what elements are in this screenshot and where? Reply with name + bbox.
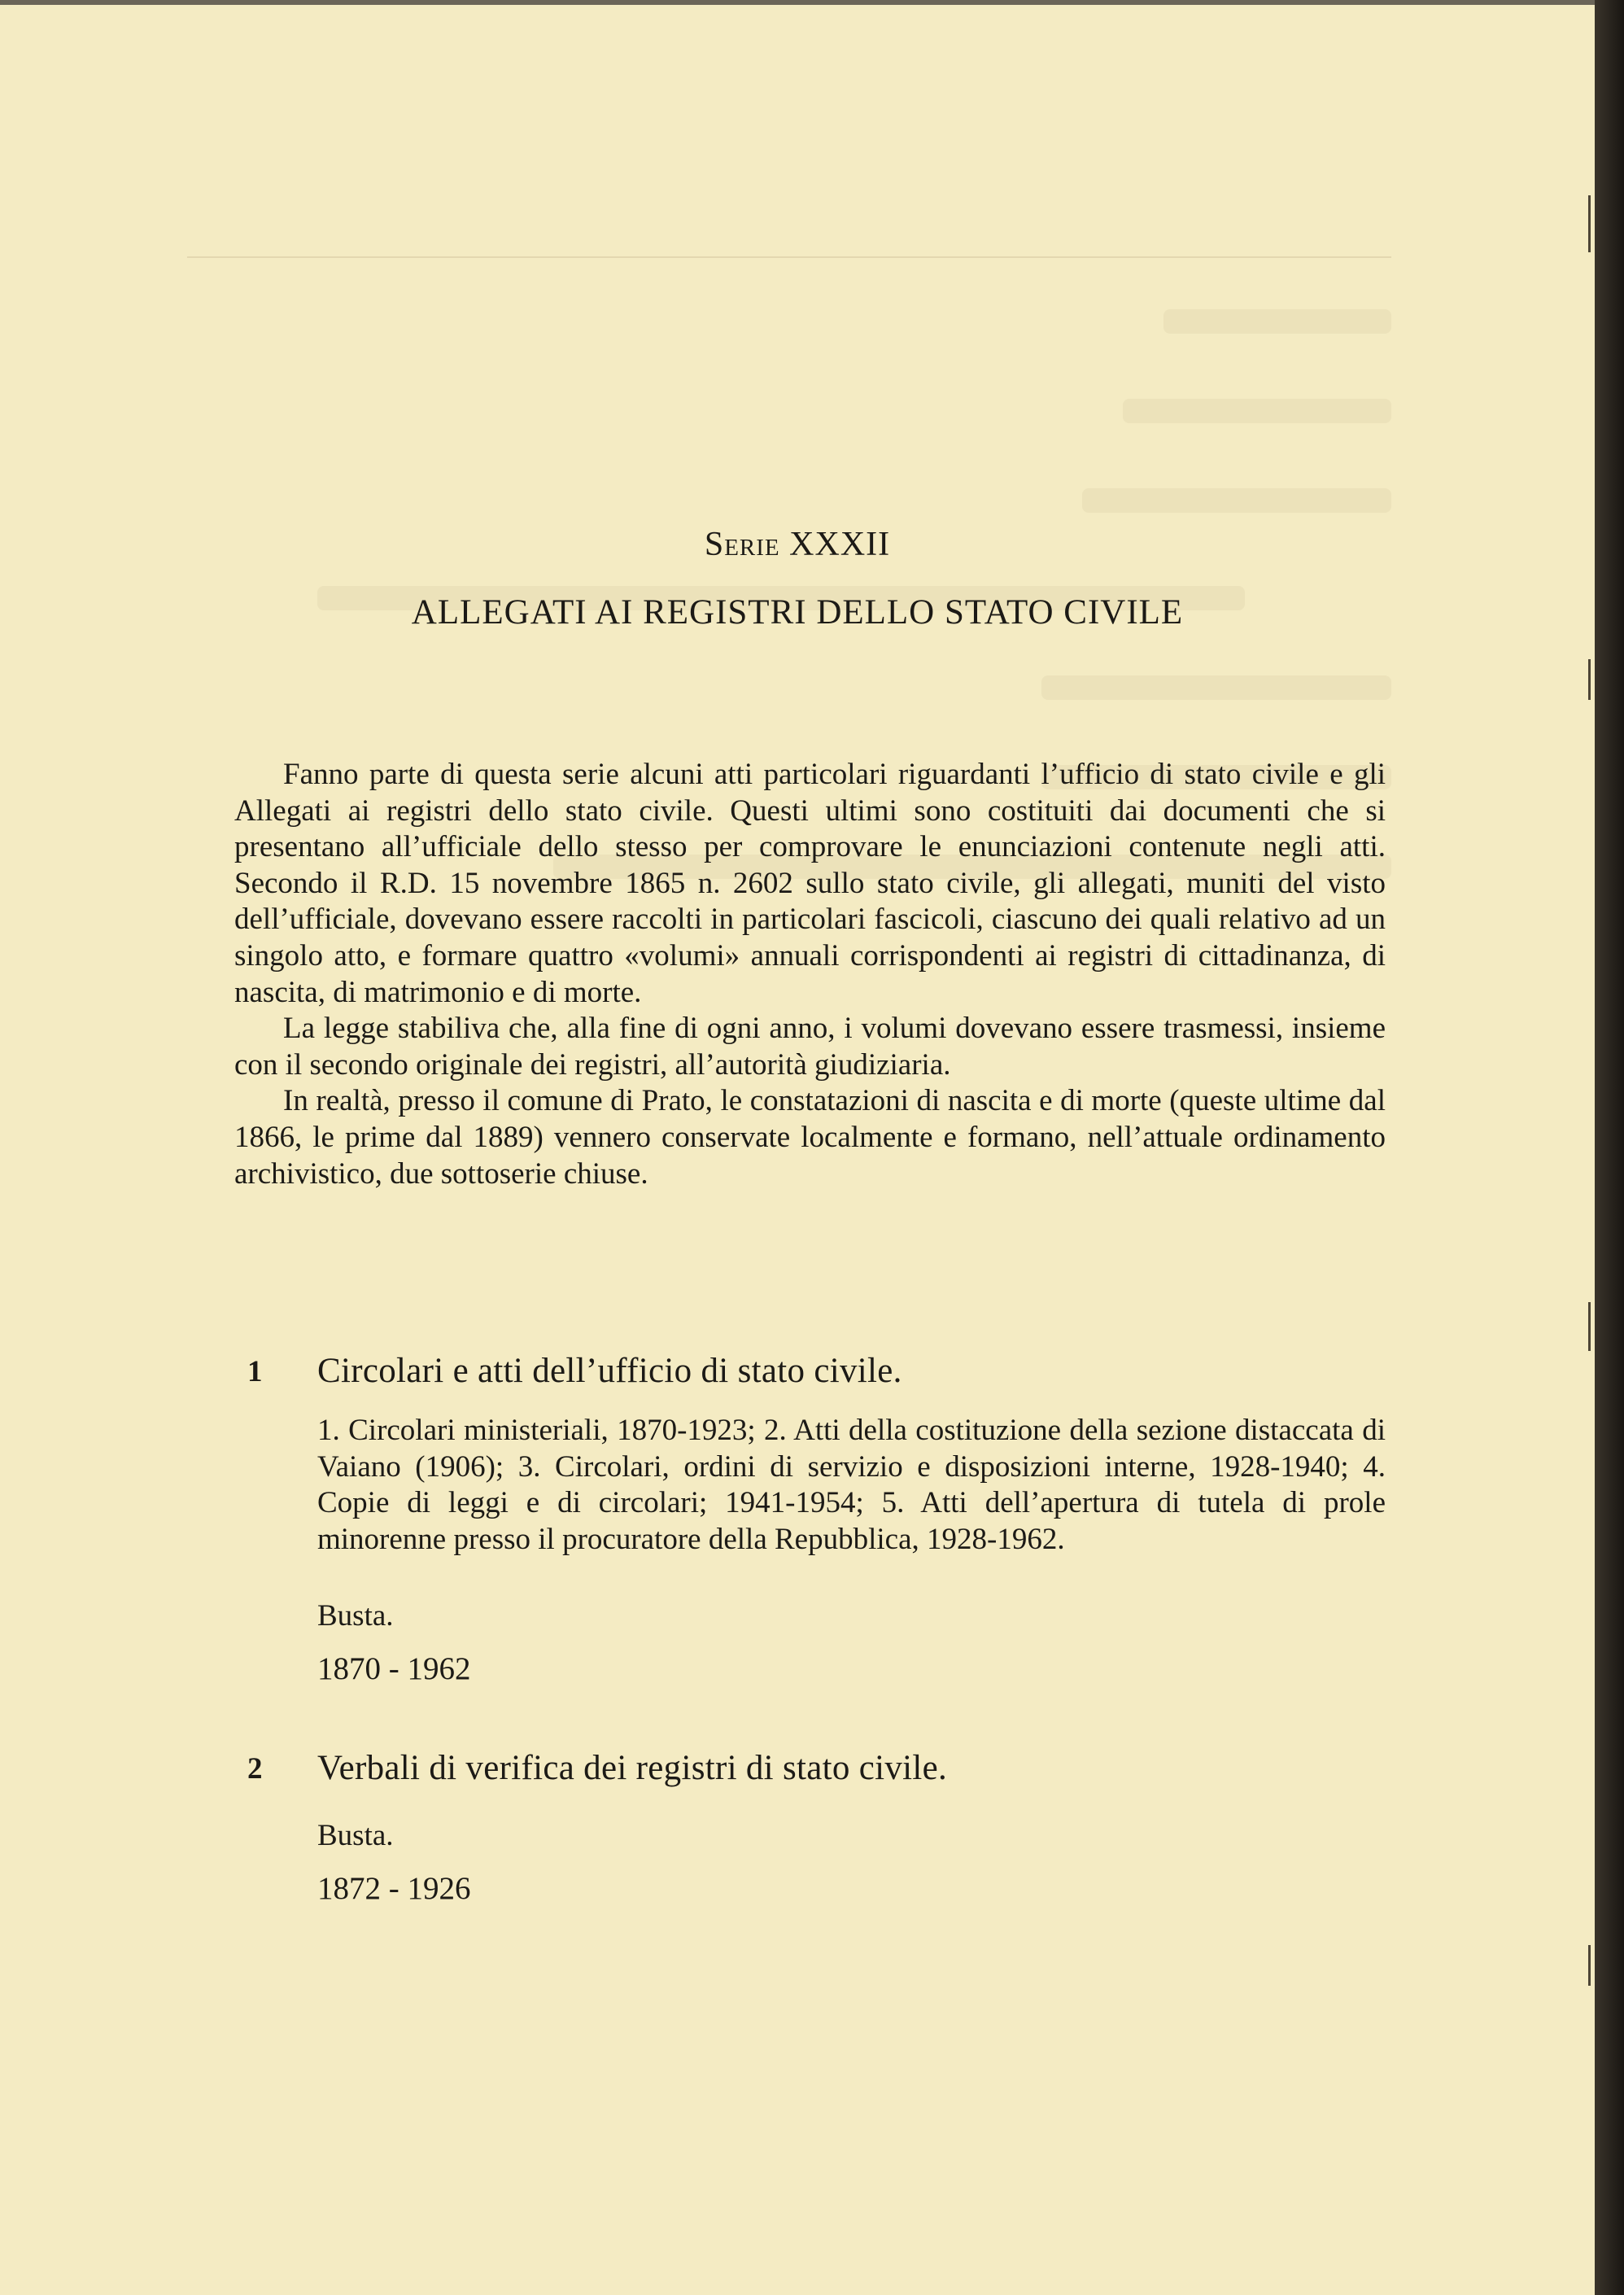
series-label-prefix: Serie [704,526,780,563]
intro-paragraph: La legge stabiliva che, alla fine di ogni anno, i volumi dovevano essere trasmessi, insieme con il secondo originale dei registri, all’autorità giudiziaria. [234,1012,1386,1082]
series-title: ALLEGATI AI REGISTRI DELLO STATO CIVILE [411,593,1184,632]
entry-title: Circolari e atti dell’ufficio di stato civile. [317,1352,902,1390]
binding-mark [1588,1945,1591,1986]
entry-dates: 1872 - 1926 [317,1871,471,1906]
series-introduction [234,757,1386,1192]
intro-paragraph: Fanno parte di questa serie alcuni atti particolari riguardanti l’ufficio di stato civile e gli Allegati ai registri dello stato civile. Questi ultimi sono costituiti dai documenti che si presentano all’ufficiale dello stesso per comprovare le enunciazioni contenute negli atti. Secondo il R.D. 15 novembre 1865 n. 2602 sullo stato civile, gli allegati, muniti del visto dell’ufficiale, dovevano essere raccolti in particolari fascicoli, ciascuno dei quali relativo ad un singolo atto, e formare quattro «volumi» annuali corrispondenti ai registri di cittadinanza, di nascita, di matrimonio e di morte. [234,758,1386,1009]
intro-paragraph: In realtà, presso il comune di Prato, le constatazioni di nascita e di morte (queste ultime dal 1866, le prime dal 1889) vennero conservate localmente e formano, nell’attuale ordinamento archivistico, due sottoserie chiuse. [234,1084,1386,1191]
binding-mark [1588,195,1591,252]
entry-dates: 1870 - 1962 [317,1651,471,1686]
series-label [0,525,1595,564]
binding-mark [1588,1302,1591,1351]
page-top-edge [0,0,1595,5]
entry-kind: Busta. [317,1599,394,1633]
entry-number: 2 [247,1752,263,1786]
entry-kind: Busta. [317,1819,394,1852]
binding-mark [1588,659,1591,700]
entry-title: Verbali di verifica dei registri di stato civile. [317,1749,948,1787]
entry-number: 1 [247,1355,263,1388]
entry-description-text: 1. Circolari ministeriali, 1870-1923; 2. Atti della costituzione della sezione distaccata di Vaiano (1906); 3. Circolari, ordini di servizio e disposizioni interne, 1928-1940; 4. Copie di leggi e di circolari; 1941-1954; 5. Atti dell’apertura di tutela di prole minorenne presso il procuratore della Repubblica, 1928-1962. [317,1414,1386,1556]
series-number: XXXII [789,526,891,563]
book-spine-shadow [1595,0,1624,2295]
entry-description [317,1413,1386,1558]
